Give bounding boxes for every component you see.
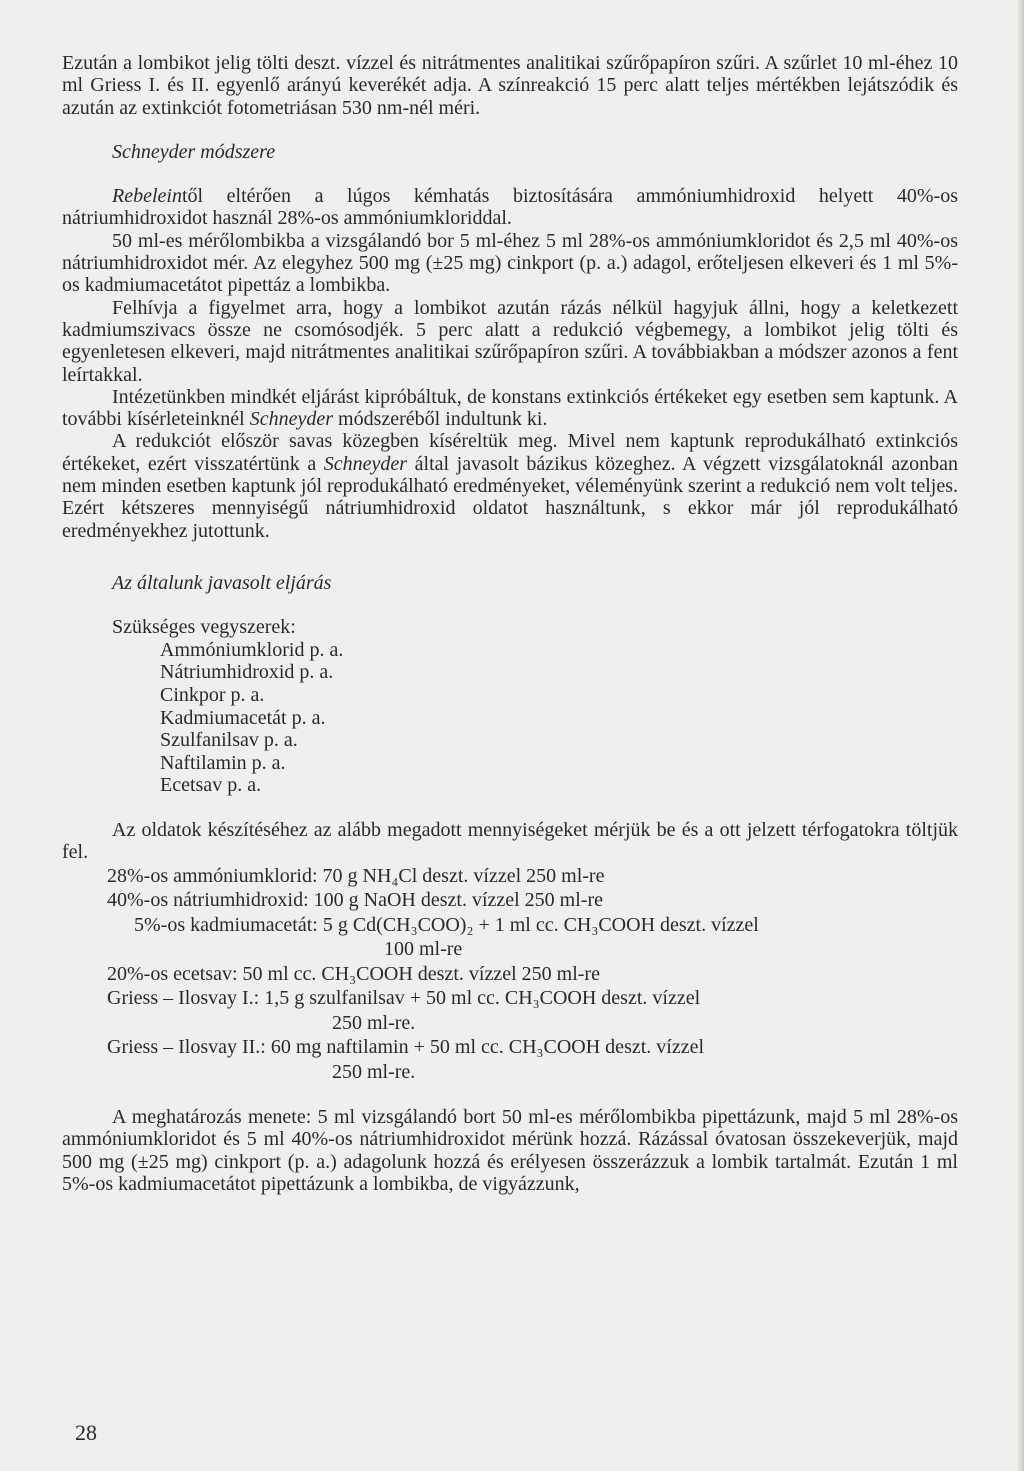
list-item: Nátriumhidroxid p. a. <box>160 661 334 684</box>
solution-row: 5%-os kadmiumacetát: 5 g Cd(CH₃COO)₂ + 1 ml cc. CH₃COOH deszt. vízzel <box>134 913 759 936</box>
schneyder-paragraph-5: A redukciót először savas közegben kíséreltük meg. Mivel nem kaptunk reprodukálható extinkciós értékeket, ezért visszatértünk a Schneyder által javasolt bázikus közeghez. A végzett vizsgálatoknál azonban nem minden esetben kaptunk jól reprodukálható eredményeket, véleményünk szerint a redukció nem volt teljes. Ezért kétszeres mennyiségű nátriumhidroxid oldatot használtunk, s ekkor már jól reprodukálható eredményekhez jutottunk. <box>62 430 958 542</box>
procedure-paragraph: A meghatározás menete: 5 ml vizsgálandó bort 50 ml-es mérőlombikba pipettázunk, majd 5 ml 28%-os ammóniumkloridot és 5 ml 40%-os nátriumhidroxidot mérünk hozzá. Rázással óvatosan összekeverjük, majd 500 mg (±25 mg) cinkport (p. a.) adagolunk hozzá és erélyesen összerázzuk a lombik tartalmát. Ezután 1 ml 5%-os kadmiumacetátot pipettázunk a lombikba, de vigyázzunk, <box>62 1106 958 1195</box>
solution-row: 40%-os nátriumhidroxid: 100 g NaOH deszt. vízzel 250 ml-re <box>107 889 603 912</box>
solution-row: 28%-os ammóniumklorid: 70 g NH₄Cl deszt. vízzel 250 ml-re <box>107 864 605 887</box>
solutions-intro: Az oldatok készítéséhez az alább megadott mennyiségeket mérjük be és a ott jelzett térfogatokra töltjük fel. <box>62 818 958 864</box>
schneyder-paragraph-2: 50 ml-es mérőlombikba a vizsgálandó bor 5 ml-éhez 5 ml 28%-os ammóniumkloridot és 2,5 ml 40%-os nátriumhidroxidot mér. Az elegyhez 500 mg (±25 mg) cinkport (p. a.) adagol, erőteljesen elkeveri és 1 ml 5%-os kadmiumacetátot pipettáz a lombikba. <box>62 229 958 297</box>
intro-paragraph: Ezután a lombikot jelig tölti deszt. vízzel és nitrátmentes analitikai szűrőpapíron szűri. A szűrlet 10 ml-éhez 10 ml Griess I. és II. egyenlő arányú keverékét adja. A színreakció 15 perc alatt teljes mértékben lejátszódik és azután az extinkciót fotometriásan 530 nm-nél méri. <box>62 52 958 119</box>
solution-row: Griess – Ilosvay II.: 60 mg naftilamin + 50 ml cc. CH₃COOH deszt. vízzel <box>107 1036 705 1059</box>
author-name-schneyder: Schneyder <box>249 408 334 431</box>
list-item: Naftilamin p. a. <box>160 751 286 774</box>
list-item: Ammóniumklorid p. a. <box>160 638 344 661</box>
list-item: Szulfanilsav p. a. <box>160 729 298 752</box>
page-number: 28 <box>75 1420 97 1445</box>
solution-row: 20%-os ecetsav: 50 ml cc. CH₃COOH deszt. vízzel 250 ml-re <box>107 962 600 985</box>
schneyder-paragraph-4: Intézetünkben mindkét eljárást kipróbáltuk, de konstans extinkciós értékeket egy esetben sem kaptunk. A további kísérleteinknél Schneyder módszeréből indultunk ki. <box>62 385 958 431</box>
list-item: Kadmiumacetát p. a. <box>160 706 326 729</box>
schneyder-paragraph-3: Felhívja a figyelmet arra, hogy a lombikot azután rázás nélkül hagyjuk állni, hogy a keletkezett kadmiumszivacs össze ne csomósodjék. 5 perc alatt a redukció végbemegy, a lombikot jelig tölti és egyenletesen elkeveri, majd nitrátmentes analitikai szűrőpapíron szűri. A továbbiakban a módszer azonos a fent leírtakkal. <box>62 296 958 386</box>
author-name-rebelein: Rebelein <box>112 185 182 208</box>
list-item: Cinkpor p. a. <box>160 684 265 707</box>
solution-row-continued: 250 ml-re. <box>332 1060 416 1083</box>
section-heading-schneyder: Schneyder módszere <box>112 140 276 163</box>
solution-row-continued: 250 ml-re. <box>332 1011 416 1034</box>
section-heading-proposed: Az általunk javasolt eljárás <box>112 571 332 594</box>
author-name-schneyder: Schneyder <box>323 452 408 475</box>
document-page <box>62 52 958 1195</box>
list-item: Ecetsav p. a. <box>160 774 262 797</box>
chemicals-list <box>112 616 958 797</box>
solution-row: Griess – Ilosvay I.: 1,5 g szulfanilsav + 50 ml cc. CH₃COOH deszt. vízzel <box>107 987 701 1010</box>
solution-row-continued: 100 ml-re <box>384 938 463 961</box>
solutions-table <box>62 864 958 1085</box>
chemicals-label: Szükséges vegyszerek: <box>112 616 296 639</box>
schneyder-paragraph-1: Rebeleintől eltérően a lúgos kémhatás biztosítására ammóniumhidroxid helyett 40%-os nátriumhidroxidot használ 28%-os ammóniumkloriddal. <box>62 185 958 230</box>
page-edge-shadow <box>1018 0 1024 1471</box>
